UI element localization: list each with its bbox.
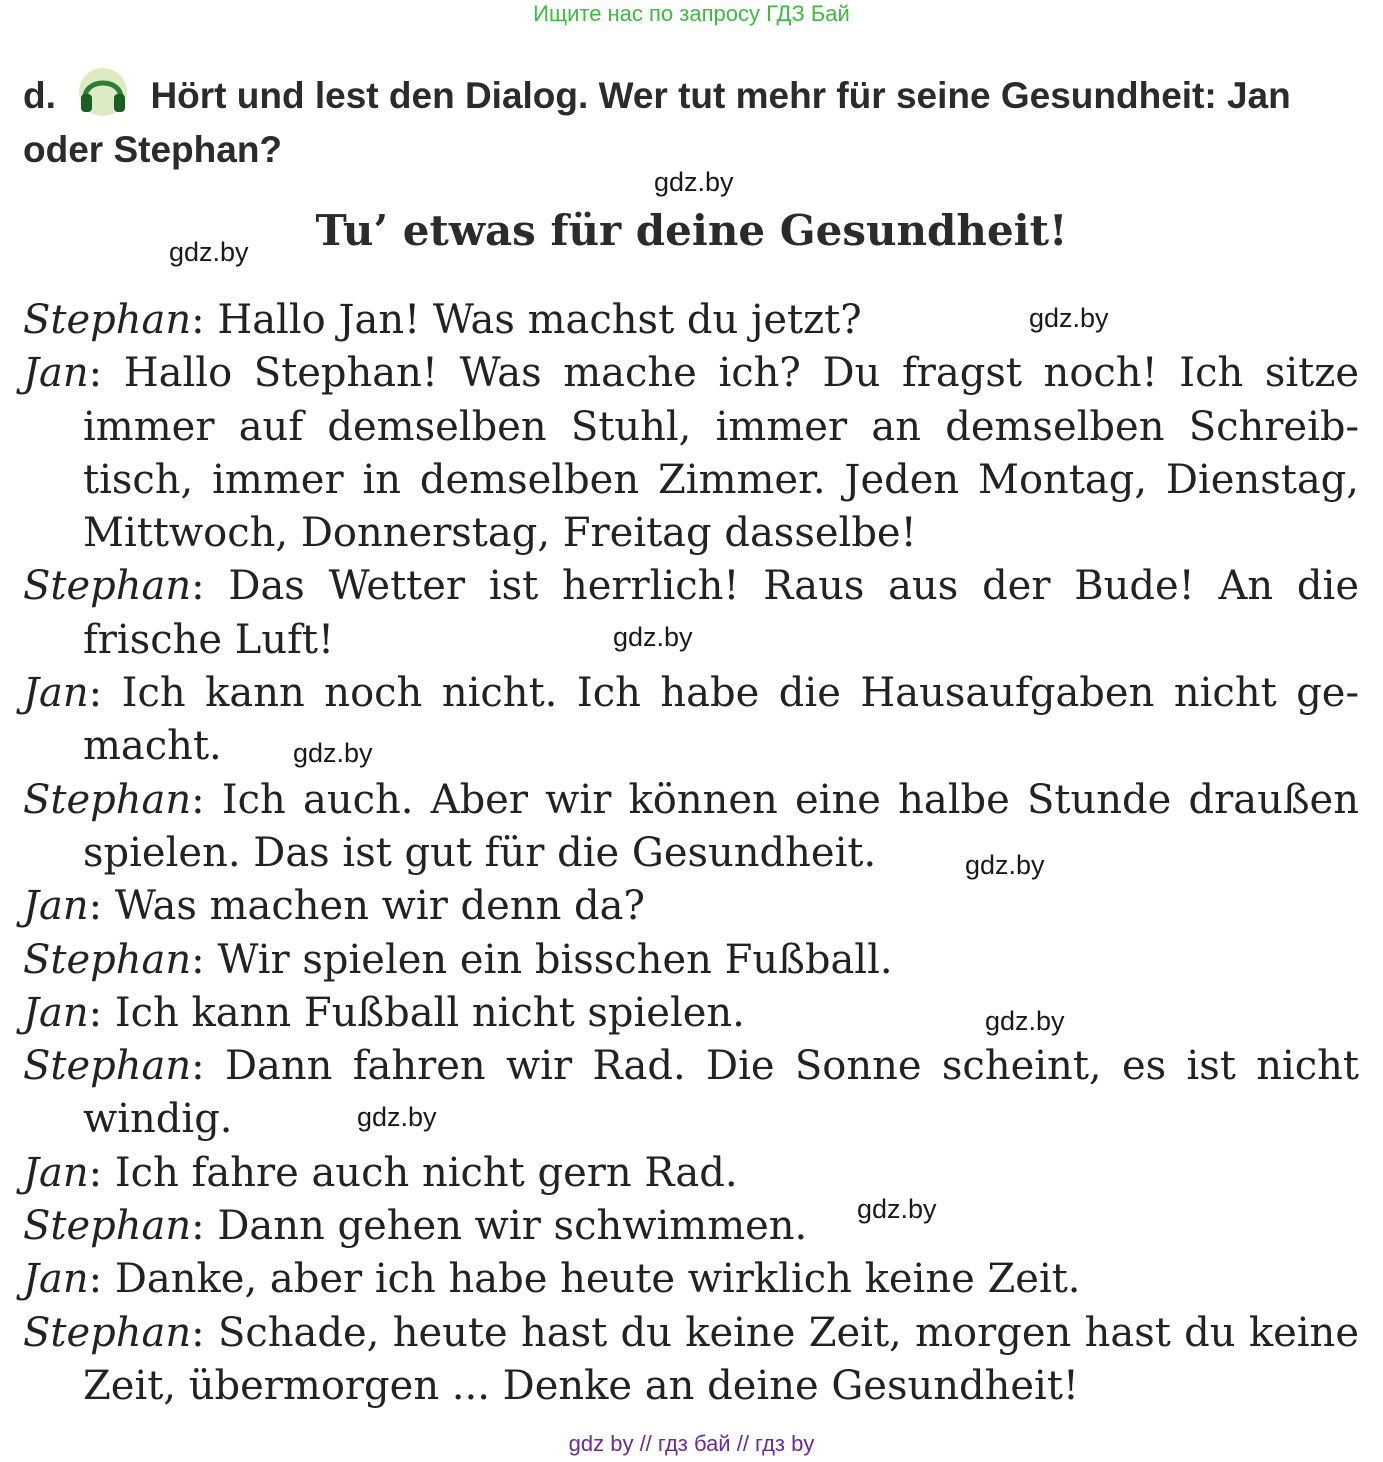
task-letter: d. (23, 75, 56, 116)
dialog-text (23, 294, 1359, 1413)
line-text: Wir spielen ein bisschen Fußball. (217, 936, 893, 983)
footer-links: gdz by // гдз бай // гдз by (568, 1431, 815, 1456)
speaker-name: Jan (23, 883, 89, 930)
speaker-name: Stephan (23, 776, 192, 823)
dialog-line: Stephan: Ich auch. Aber wir können eine halbe Stunde draußen spielen. Das ist gut für die Gesundheit. (23, 776, 1359, 876)
dialog-line: Jan: Was machen wir denn da? (23, 883, 645, 930)
line-text: Dann gehen wir schwimmen. (217, 1203, 808, 1250)
task-text: Hört und lest den Dialog. Wer tut mehr für seine Gesundheit: Jan oder Stephan? (23, 75, 1291, 170)
dialog-line: Jan: Ich fahre auch nicht gern Rad. (23, 1149, 738, 1196)
dialog-line: Stephan: Das Wetter ist herrlich! Raus aus der Bude! An die frische Luft! (23, 563, 1359, 663)
speaker-name: Stephan (23, 1203, 192, 1250)
line-text: Ich kann noch nicht. Ich habe die Hausaufgaben nicht gemacht. (83, 670, 1359, 770)
line-text: Das Wetter ist herrlich! Raus aus der Bude! An die frische Luft! (83, 563, 1359, 663)
dialog-line: Stephan: Schade, heute hast du keine Zeit, morgen hast du keine Zeit, übermorgen ... Denke an deine Gesundheit! (23, 1309, 1359, 1409)
speaker-name: Jan (23, 989, 89, 1036)
watermark: gdz.by (1029, 303, 1109, 333)
watermark: gdz.by (985, 1006, 1065, 1036)
speaker-name: Stephan (23, 936, 192, 983)
line-text: Hallo Jan! Was machst du jetzt? (217, 297, 862, 343)
dialog-title-text: Tu’ etwas für deine Gesundheit! (315, 206, 1068, 255)
watermark: gdz.by (613, 622, 693, 652)
dialog-line: Jan: Danke, aber ich habe heute wirklich keine Zeit. (23, 1256, 1081, 1303)
dialog-line: Jan: Ich kann noch nicht. Ich habe die Hausaufgaben nicht gemacht. (23, 670, 1359, 770)
dialog-line: Jan: Ich kann Fußball nicht spielen. (23, 989, 745, 1036)
line-text: Dann fahren wir Rad. Die Sonne scheint, es ist nicht windig. (83, 1043, 1359, 1143)
speaker-name: Stephan (23, 297, 192, 343)
headphones-icon[interactable] (74, 66, 132, 116)
search-banner: Ищите нас по запросу ГДЗ Бай (533, 1, 850, 26)
task-instruction (23, 66, 1363, 177)
dialog-line: Stephan: Hallo Jan! Was machst du jetzt? (23, 297, 862, 343)
watermark: gdz.by (857, 1194, 937, 1224)
watermark: gdz.by (357, 1102, 437, 1132)
watermark: gdz.by (654, 167, 734, 197)
line-text: Danke, aber ich habe heute wirklich keine Zeit. (114, 1256, 1081, 1303)
line-text: Ich kann Fußball nicht spielen. (114, 989, 745, 1036)
dialog-line: Stephan: Dann fahren wir Rad. Die Sonne scheint, es ist nicht windig. (23, 1043, 1359, 1143)
dialog-line: Jan: Hallo Stephan! Was mache ich? Du fragst noch! Ich sitze immer auf demselben Stuhl, immer an demselben Schreibtisch, immer in demselben Zimmer. Jeden Montag, Dienstag, Mittwoch, Donnerstag, Freitag dasselbe! (23, 350, 1359, 557)
watermark: gdz.by (965, 850, 1045, 880)
speaker-name: Jan (23, 1256, 89, 1303)
speaker-name: Jan (23, 350, 89, 397)
speaker-name: Stephan (23, 1309, 192, 1356)
watermark: gdz.by (169, 237, 249, 267)
line-text: Ich auch. Aber wir können eine halbe Stunde draußen spielen. Das ist gut für die Gesundheit. (83, 776, 1359, 876)
dialog-line: Stephan: Dann gehen wir schwimmen. (23, 1203, 808, 1250)
speaker-name: Jan (23, 670, 89, 717)
line-text: Ich fahre auch nicht gern Rad. (114, 1149, 738, 1196)
speaker-name: Jan (23, 1149, 89, 1196)
dialog-line: Stephan: Wir spielen ein bisschen Fußball. (23, 936, 893, 983)
speaker-name: Stephan (23, 1043, 192, 1090)
line-text: Schade, heute hast du keine Zeit, morgen hast du keine Zeit, übermorgen ... Denke an deine Gesundheit! (83, 1309, 1359, 1409)
watermark: gdz.by (293, 738, 373, 768)
line-text: Was machen wir denn da? (114, 883, 645, 930)
speaker-name: Stephan (23, 563, 192, 610)
line-text: Hallo Stephan! Was mache ich? Du fragst noch! Ich sitze immer auf demselben Stuhl, immer an demselben Schreibtisch, immer in demselben Zimmer. Jeden Montag, Dienstag, Mittwoch, Donnerstag, Freitag dasselbe! (83, 350, 1359, 557)
